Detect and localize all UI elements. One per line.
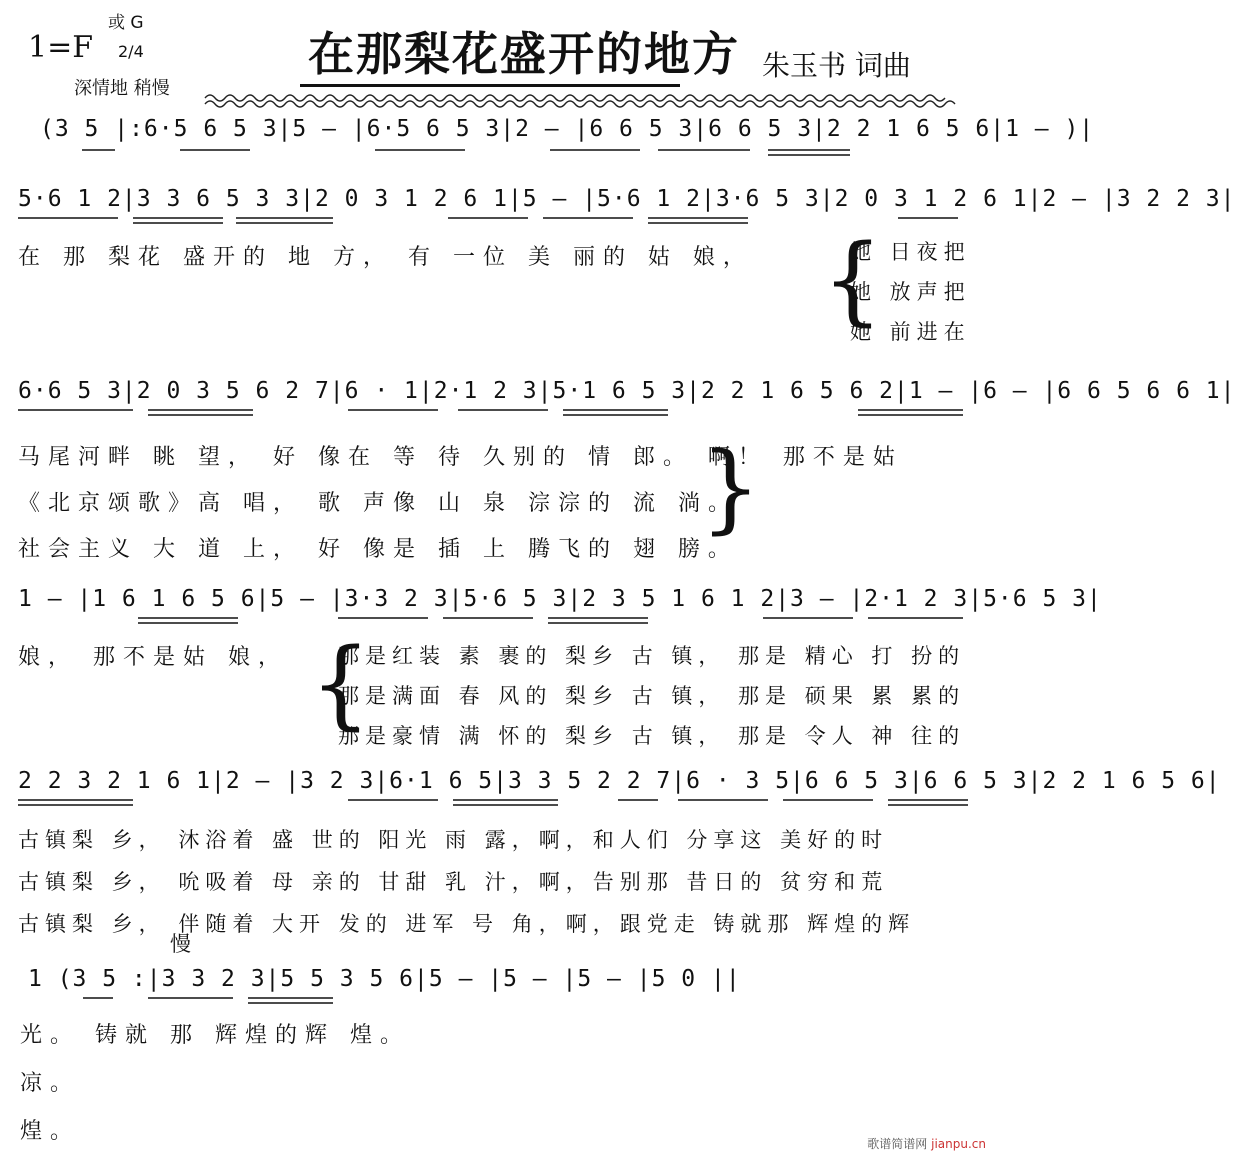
notation-row-6: 1 (3 5 :|3 3 2 3|5 5 3 5 6|5 — |5 — |5 — |5 0 || xyxy=(28,966,741,992)
site-watermark-text: 歌谱简谱网 xyxy=(867,1137,928,1151)
time-signature: 2/4 xyxy=(118,42,144,61)
beam-lines-row-5 xyxy=(18,796,968,810)
site-watermark xyxy=(867,1135,986,1152)
lyrics-row-4-head: 娘， 那不是姑 娘， xyxy=(18,645,288,670)
tempo-marking: 深情地 稍慢 xyxy=(74,78,170,99)
lyrics-row-5-verse-2: 古镇梨 乡， 吮吸着 母 亲的 甘甜 乳 汁，啊，告别那 昔日的 贫穷和荒 xyxy=(18,870,889,894)
lyrics-row-4-verse-1: 那是红装 素 裹的 梨乡 古 镇， 那是 精心 打 扮的 xyxy=(338,644,966,668)
author-credit: 朱玉书 词曲 xyxy=(762,49,911,82)
song-title: 在那梨花盛开的地方 xyxy=(308,27,740,81)
lyrics-row-4-verse-2: 那是满面 春 风的 梨乡 古 镇， 那是 硕果 累 累的 xyxy=(338,684,966,708)
tempo-annotation-slow: 慢 xyxy=(170,932,197,956)
beam-lines-row-1 xyxy=(40,146,960,160)
lyrics-row-6-verse-1: 光。 铸就 那 辉煌的辉 煌。 xyxy=(20,1023,410,1048)
lyrics-row-6-verse-3: 煌。 xyxy=(20,1119,81,1144)
brace-row-3: } xyxy=(700,432,762,544)
verse-line-2-intro: 她 放声把 xyxy=(850,280,971,304)
verse-line-1-intro: 她 日夜把 xyxy=(850,240,971,264)
lyrics-row-5-verse-1: 古镇梨 乡， 沐浴着 盛 世的 阳光 雨 露，啊，和人们 分享这 美好的时 xyxy=(18,828,889,852)
lyrics-row-6-verse-2: 凉。 xyxy=(20,1071,81,1096)
lyrics-row-2: 在 那 梨花 盛开的 地 方， 有 一位 美 丽的 姑 娘， xyxy=(18,245,753,270)
brace-verse-intro: { xyxy=(822,224,884,336)
decorative-wave-line xyxy=(205,94,945,108)
lyrics-row-4-verse-3: 那是豪情 满 怀的 梨乡 古 镇， 那是 令人 神 往的 xyxy=(338,724,966,748)
notation-row-3: 6·6 5 3|2 0 3 5 6 2 7|6 · 1|2·1 2 3|5·1 6 5 3|2 2 1 6 5 6 2|1 — |6 — |6 6 5 6 6 1| xyxy=(18,378,1235,404)
site-watermark-url: jianpu.cn xyxy=(931,1137,986,1151)
notation-row-4: 1 — |1 6 1 6 5 6|5 — |3·3 2 3|5·6 5 3|2 3 5 1 6 1 2|3 — |2·1 2 3|5·6 5 3| xyxy=(18,586,1102,612)
lyrics-row-3-verse-1: 马尾河畔 眺 望， 好 像在 等 待 久别的 情 郎。 啊！ 那不是姑 xyxy=(18,445,903,470)
beam-lines-row-6 xyxy=(28,994,788,1008)
beam-lines-row-4 xyxy=(18,614,968,628)
brace-row-4: { xyxy=(310,628,372,740)
notation-row-2: 5·6 1 2|3 3 6 5 3 3|2 0 3 1 2 6 1|5 — |5·6 1 2|3·6 5 3|2 0 3 1 2 6 1|2 — |3 2 2 3| xyxy=(18,186,1235,212)
meter-alternate-key: 或 G xyxy=(108,13,144,33)
title-underline xyxy=(300,84,680,87)
beam-lines-row-3 xyxy=(18,406,968,420)
notation-row-1: (3 5 |:6·5 6 5 3|5 — |6·5 6 5 3|2 — |6 6 5 3|6 6 5 3|2 2 1 6 5 6|1 — )| xyxy=(40,116,1095,142)
lyrics-row-3-verse-2: 《北京颂歌》高 唱， 歌 声像 山 泉 淙淙的 流 淌。 xyxy=(18,491,738,516)
lyrics-row-3-verse-3: 社会主义 大 道 上， 好 像是 插 上 腾飞的 翅 膀。 xyxy=(18,537,738,562)
notation-row-5: 2 2 3 2 1 6 1|2 — |3 2 3|6·1 6 5|3 3 5 2 2 7|6 · 3 5|6 6 5 3|6 6 5 3|2 2 1 6 5 6| xyxy=(18,768,1221,794)
verse-line-3-intro: 她 前进在 xyxy=(850,320,971,344)
lyrics-row-5-verse-3: 古镇梨 乡， 伴随着 大开 发的 进军 号 角，啊，跟党走 铸就那 辉煌的辉 xyxy=(18,912,916,936)
key-signature: 1=F xyxy=(28,30,94,65)
